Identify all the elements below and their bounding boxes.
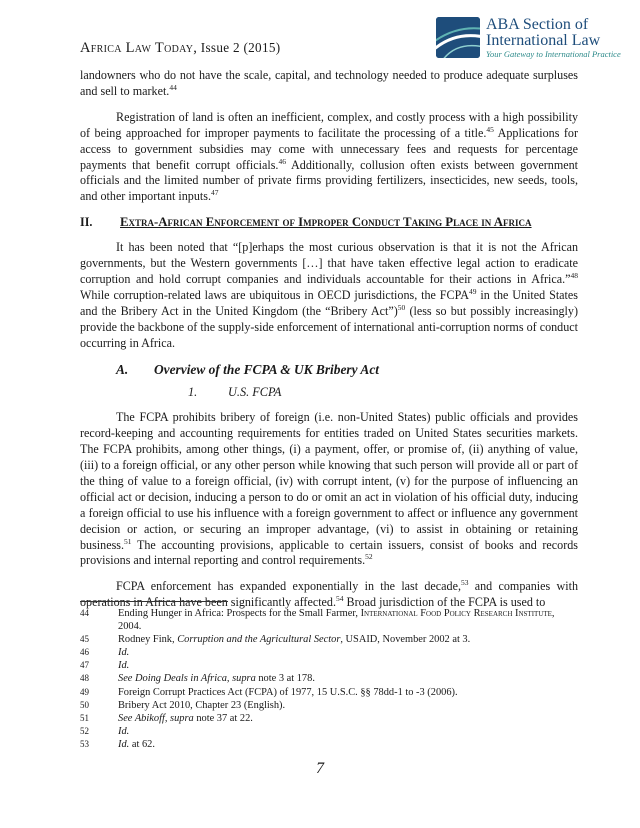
footnote-ref[interactable]: 48 (570, 270, 578, 280)
globe-icon (436, 17, 480, 58)
logo-line-2: International Law (486, 32, 601, 49)
journal-title: Africa Law Today, (80, 40, 198, 56)
footnote: 51 See Abikoff, supra note 37 at 22. (80, 712, 253, 724)
footnote-ref[interactable]: 53 (460, 578, 469, 588)
footnote: 44 Ending Hunger in Africa: Prospects for the Small Farmer, International Food Policy Research Institute, 2004. (80, 608, 555, 633)
footnote: 52 Id. (80, 725, 130, 737)
footnote-ref[interactable]: 54 (336, 594, 344, 604)
paragraph: Registration of land is often an inefficient, complex, and costly process with a high possibility of being approached for improper payments to facilitate the processing of a title.$^{45}$ Applications for access to government subsidies may come with unnecessary fees and requests for percentage payments that benefit corrupt officials.$^{46}$ Additionally, collusion often exists between government officials and the limited number of private firms providing fertilizers, insecticides, new seeds, tools, and other important inputs.$^{47}$ (80, 109, 578, 204)
footnote: 45 Rodney Fink, Corruption and the Agricultural Sector, USAID, November 2002 at 3. (80, 634, 471, 646)
footnote-divider (80, 601, 228, 602)
subsubsection-heading (188, 385, 578, 401)
paragraph: FCPA enforcement has expanded exponentially in the last decade,$^{53}$ and companies with operations in Africa have been significantly affected.$^{54}$ Broad jurisdiction of the FCPA is used to (80, 578, 578, 610)
footnotes (80, 607, 578, 751)
footnote-ref[interactable]: 46 (278, 156, 286, 166)
footnote: 47 Id. (80, 660, 130, 672)
footnote-ref[interactable]: 47 (211, 188, 219, 198)
body-text (80, 68, 578, 621)
subsection-title: Overview of the FCPA & UK Bribery Act (154, 361, 380, 377)
paragraph: The FCPA prohibits bribery of foreign (i.e. non-United States) public officials and provides record-keeping and accounting requirements for entities traded on United States securities markets. The FCPA prohibits, among other things, (i) a payment, offer, or promise of, (ii) anything of value, (iii) to a foreign official, or any other person while knowing that such person will provide all or part of the thing of value to a foreign official, (iv) with corrupt intent, (v) for the purpose of influencing an official act or decision, inducing a person to do or omit an act in violation of his official duty, inducing a foreign official to use his influence with a foreign government to affect or influence any government decision or action, or securing an improper advantage, (vi) to assist in obtaining or retaining business.$^{51}$ The accounting provisions, applicable to certain issuers, consist of books and records provisions and internal reporting and control requirements.$^{52}$ (80, 410, 578, 568)
section-number: II. (80, 215, 93, 230)
footnote-ref[interactable]: 52 (365, 552, 373, 562)
footnote-ref[interactable]: 51 (124, 536, 132, 546)
logo-line-1: ABA Section of (486, 16, 589, 33)
footnote-ref[interactable]: 50 (397, 302, 406, 312)
running-header (80, 40, 280, 57)
footnote-ref[interactable]: 44 (169, 82, 177, 92)
page-number: 7 (316, 760, 324, 777)
section-title: Extra-African Enforcement of Improper Conduct Taking Place in Africa (120, 215, 532, 230)
subsubsection-title: U.S. FCPA (228, 385, 282, 400)
footnote: 53 Id. at 62. (80, 738, 155, 750)
logo-tagline: Your Gateway to International Practice (486, 49, 621, 59)
aba-logo (436, 15, 621, 61)
footnote-ref[interactable]: 45 (486, 124, 494, 134)
paragraph: landowners who do not have the scale, capital, and technology needed to produce adequate surpluses and sell to market.$^{44}$ (80, 68, 578, 98)
subsection-heading (116, 362, 578, 378)
footnote: 48 See Doing Deals in Africa, supra note 3 at 178. (80, 673, 315, 685)
footnote: 46 Id. (80, 647, 130, 659)
subsection-number: A. (116, 361, 129, 377)
section-heading (80, 215, 578, 231)
footnote-ref[interactable]: 49 (468, 286, 477, 296)
paragraph: It has been noted that “[p]erhaps the most curious observation is that it is not the African governments, but the Western governments […] that have taken effective legal action to eradicate corruption and hold corrupt companies and individuals accountable for their actions in Africa.”$^{48}$ While corruption-related laws are ubiquitous in OECD jurisdictions, the FCPA$^{49}$ in the United States and the Bribery Act in the United Kingdom (the “Bribery Act”)$^{50}$ (less so but possibly increasingly) provide the backbone of the supply-side enforcement of international anti-corruption norms of conduct occurring in Africa. (80, 240, 578, 350)
issue-label: Issue 2 (2015) (197, 40, 281, 55)
subsubsection-number: 1. (188, 385, 198, 400)
footnote: 50 Bribery Act 2010, Chapter 23 (English). (80, 699, 286, 711)
footnote: 49 Foreign Corrupt Practices Act (FCPA) of 1977, 15 U.S.C. §§ 78dd-1 to -3 (2006). (80, 686, 458, 698)
